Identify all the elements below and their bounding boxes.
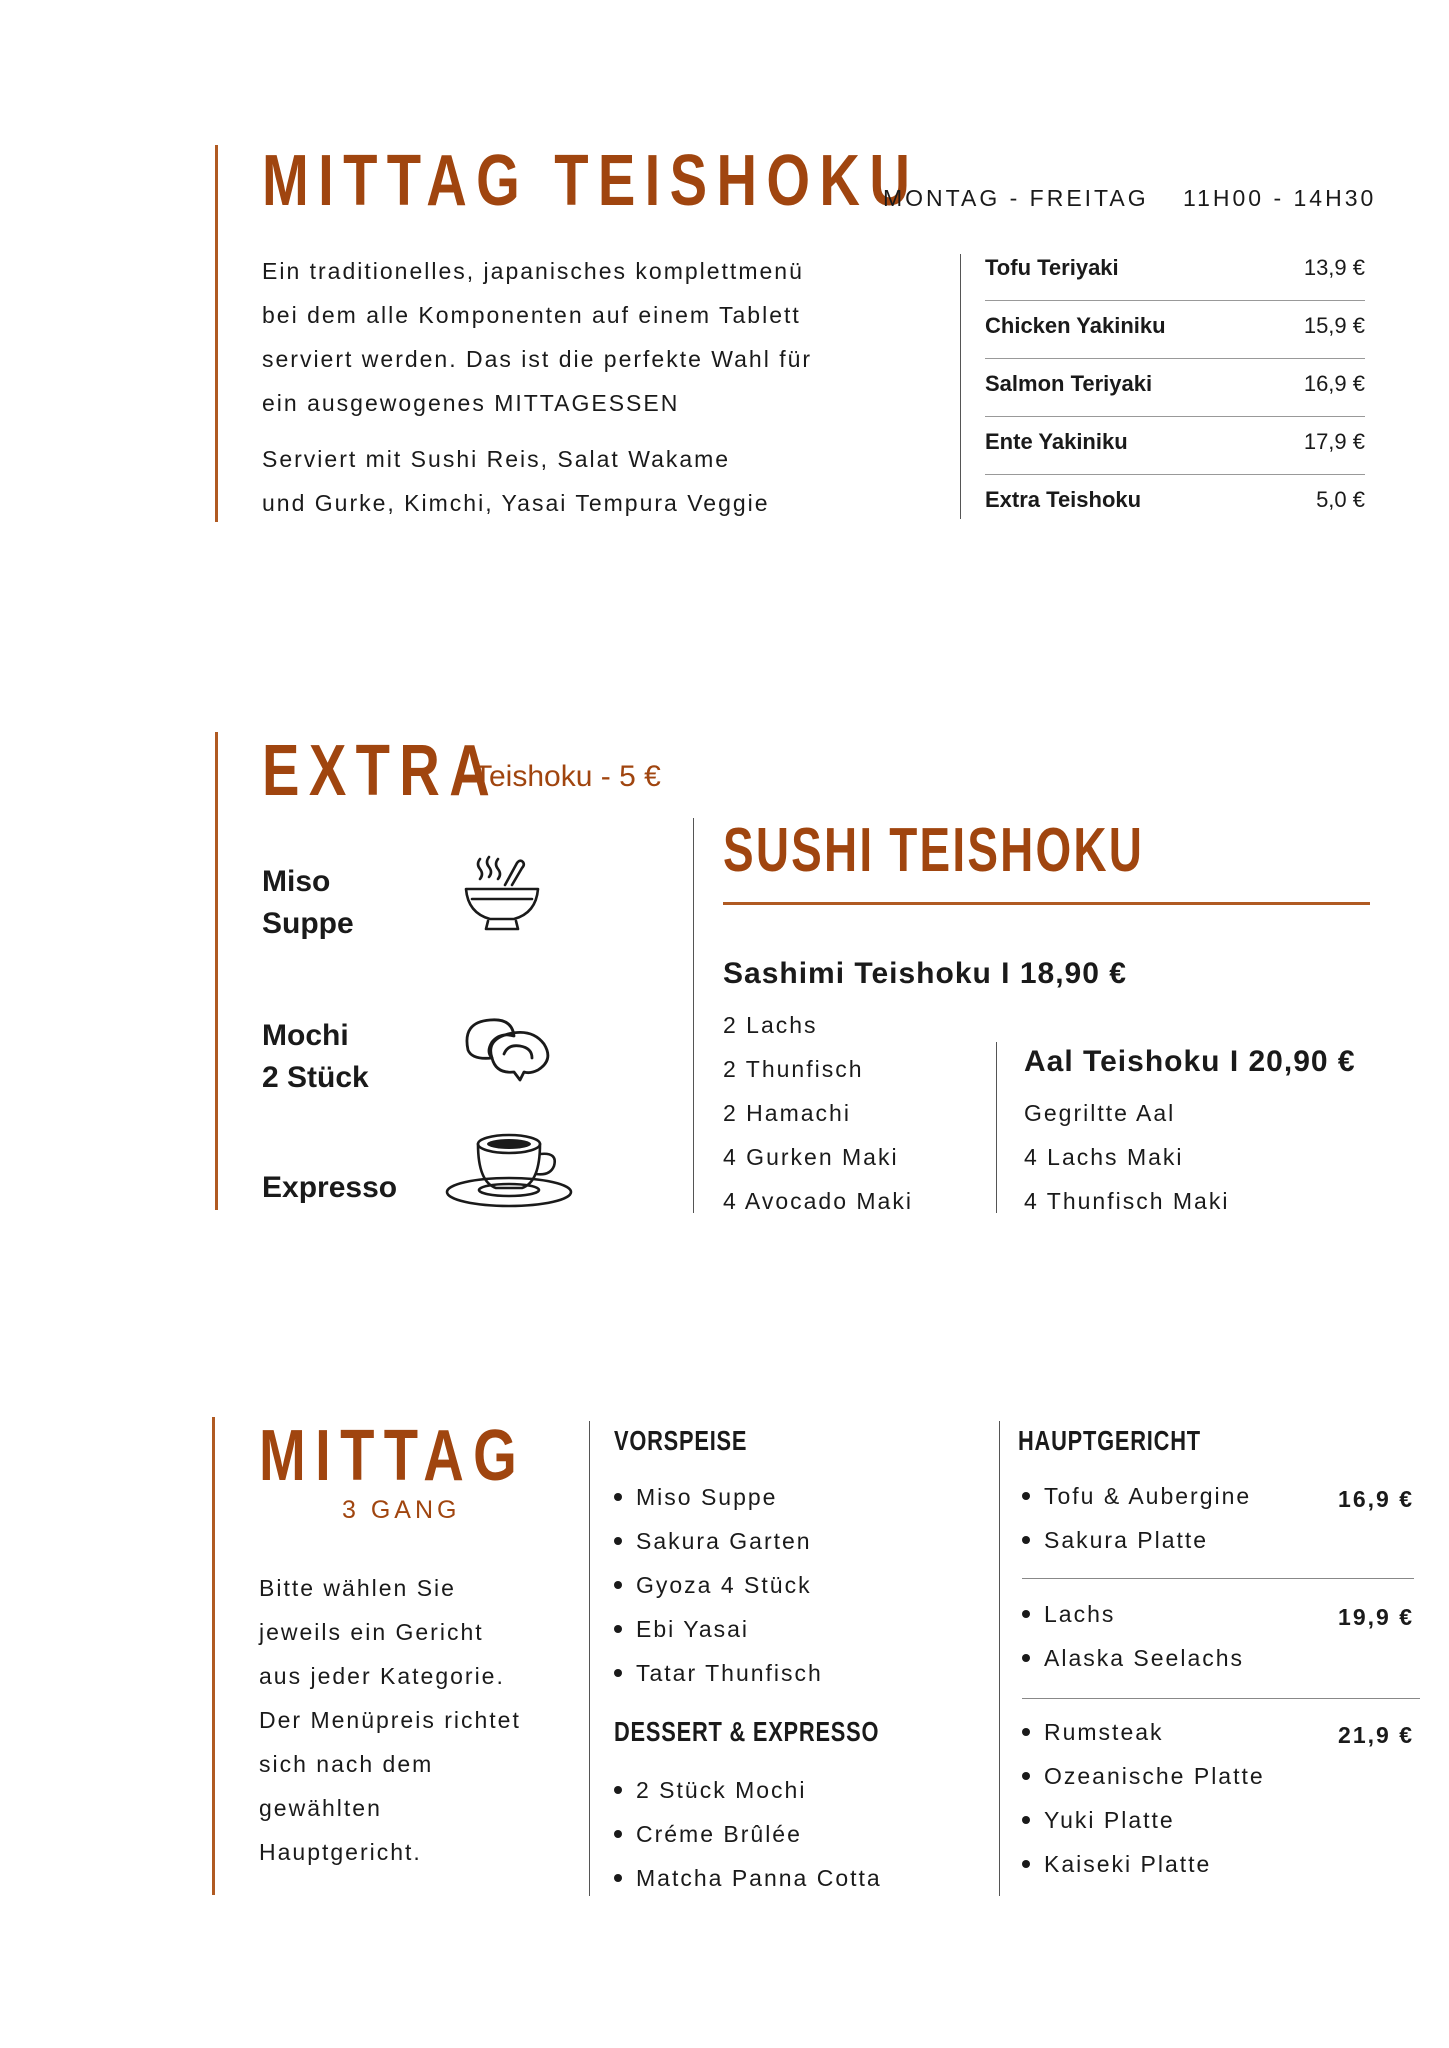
bullet-icon [614, 1830, 622, 1838]
price-row [985, 475, 1365, 533]
list-item: Kaiseki Platte [1022, 1842, 1265, 1886]
price-row [985, 243, 1365, 301]
price-row [985, 417, 1365, 475]
list-item: Lachs [1022, 1592, 1244, 1636]
haupt-group [1022, 1474, 1251, 1562]
desc-line: Hauptgericht. [259, 1839, 422, 1865]
desc-line: Ein traditionelles, japanisches komplettmenü [262, 258, 804, 284]
dish-price: 13,9 € [1303, 255, 1365, 280]
dish-name: Tofu Teriyaki [985, 255, 1119, 280]
vorspeise-list [614, 1475, 823, 1695]
dish-price: 5,0 € [1316, 487, 1365, 512]
list-item: Gyoza 4 Stück [614, 1563, 823, 1607]
coffee-cup-icon [444, 1130, 574, 1210]
list-item: Créme Brûlée [614, 1812, 882, 1856]
extra-label: Suppe [262, 907, 354, 940]
desc-line: bei dem alle Komponenten auf einem Tablett [262, 302, 801, 328]
aal-divider [996, 1042, 997, 1213]
mochi-icon [460, 1010, 555, 1085]
list-item: Tatar Thunfisch [614, 1651, 823, 1695]
list-item: Rumsteak [1022, 1710, 1265, 1754]
sushi-title-underline [723, 902, 1370, 905]
bullet-icon [614, 1581, 622, 1589]
extra-mochi [262, 1015, 369, 1099]
section2-divider [693, 818, 694, 1213]
haupt-group [1022, 1710, 1265, 1886]
group-separator [1022, 1698, 1420, 1699]
vorspeise-title: VORSPEISE [614, 1425, 748, 1456]
group-price: 21,9 € [1338, 1722, 1414, 1748]
list-item: Ebi Yasai [614, 1607, 823, 1651]
list-item: Tofu & Aubergine [1022, 1474, 1251, 1518]
list-item: Gegriltte Aal [1024, 1100, 1176, 1126]
list-item: 4 Gurken Maki [723, 1144, 899, 1170]
bullet-icon [1022, 1816, 1030, 1824]
dish-name: Chicken Yakiniku [985, 313, 1166, 338]
extra-label: Expresso [262, 1171, 398, 1204]
list-item: 2 Lachs [723, 1012, 818, 1038]
dish-name: Extra Teishoku [985, 487, 1142, 512]
vorspeise-divider [589, 1421, 590, 1896]
extra-subtitle: Teishoku - 5 € [474, 760, 661, 793]
soup-bowl-icon [462, 855, 542, 945]
section1-accent-line [215, 145, 218, 522]
haupt-group [1022, 1592, 1244, 1680]
mittag-subtitle: 3 GANG [342, 1496, 461, 1524]
list-item: Yuki Platte [1022, 1798, 1265, 1842]
bullet-icon [614, 1537, 622, 1545]
section1-served-with [262, 437, 770, 525]
bullet-icon [614, 1874, 622, 1882]
dish-name: Ente Yakiniku [985, 429, 1128, 454]
section1-days: MONTAG - FREITAG [883, 185, 1149, 211]
mittag-description [259, 1566, 521, 1874]
list-item: 2 Hamachi [723, 1100, 851, 1126]
list-item: Miso Suppe [614, 1475, 823, 1519]
aal-list [1024, 1091, 1229, 1223]
price-row [985, 359, 1365, 417]
price-row [985, 301, 1365, 359]
bullet-icon [1022, 1860, 1030, 1868]
section3-accent-line [212, 1417, 215, 1895]
extra-label: Miso [262, 865, 331, 898]
bullet-icon [614, 1669, 622, 1677]
extra-label: 2 Stück [262, 1061, 369, 1094]
sushi-teishoku-title: SUSHI TEISHOKU [723, 816, 1145, 885]
sashimi-title: Sashimi Teishoku I 18,90 € [723, 957, 1127, 990]
bullet-icon [1022, 1772, 1030, 1780]
desc-line: aus jeder Kategorie. [259, 1663, 505, 1689]
dish-price: 16,9 € [1303, 371, 1365, 396]
bullet-icon [1022, 1610, 1030, 1618]
extra-title: EXTRA [262, 731, 500, 811]
list-item: Matcha Panna Cotta [614, 1856, 882, 1900]
section1-description [262, 249, 812, 425]
hauptgericht-title: HAUPTGERICHT [1018, 1425, 1201, 1456]
group-price: 16,9 € [1338, 1486, 1414, 1512]
dish-price: 17,9 € [1303, 429, 1365, 454]
served-line: und Gurke, Kimchi, Yasai Tempura Veggie [262, 490, 770, 516]
extra-label: Mochi [262, 1019, 349, 1052]
dish-name: Salmon Teriyaki [985, 371, 1153, 396]
group-price: 19,9 € [1338, 1604, 1414, 1630]
list-item: 4 Avocado Maki [723, 1188, 913, 1214]
list-item: 4 Thunfisch Maki [1024, 1188, 1230, 1214]
list-item: Alaska Seelachs [1022, 1636, 1244, 1680]
mittag-title: MITTAG [259, 1416, 527, 1496]
dessert-title: DESSERT & EXPRESSO [614, 1716, 880, 1747]
section1-hours: 11H00 - 14H30 [1183, 185, 1377, 211]
bullet-icon [1022, 1492, 1030, 1500]
price-list-divider [960, 254, 961, 519]
bullet-icon [614, 1493, 622, 1501]
list-item: Sakura Garten [614, 1519, 823, 1563]
bullet-icon [1022, 1536, 1030, 1544]
hauptgericht-divider [999, 1421, 1000, 1896]
bullet-icon [1022, 1728, 1030, 1736]
served-line: Serviert mit Sushi Reis, Salat Wakame [262, 446, 731, 472]
list-item: 4 Lachs Maki [1024, 1144, 1184, 1170]
desc-line: ein ausgewogenes MITTAGESSEN [262, 390, 680, 416]
bullet-icon [614, 1625, 622, 1633]
bullet-icon [614, 1786, 622, 1794]
desc-line: sich nach dem [259, 1751, 434, 1777]
extra-expresso [262, 1167, 397, 1209]
desc-line: gewählten [259, 1795, 382, 1821]
aal-title: Aal Teishoku I 20,90 € [1024, 1045, 1356, 1078]
dish-price: 15,9 € [1303, 313, 1365, 338]
desc-line: jeweils ein Gericht [259, 1619, 484, 1645]
extra-miso-soup [262, 861, 354, 945]
desc-line: Der Menüpreis richtet [259, 1707, 521, 1733]
desc-line: serviert werden. Das ist die perfekte Wahl für [262, 346, 813, 372]
list-item: Sakura Platte [1022, 1518, 1251, 1562]
desc-line: Bitte wählen Sie [259, 1575, 456, 1601]
bullet-icon [1022, 1654, 1030, 1662]
list-item: Ozeanische Platte [1022, 1754, 1265, 1798]
list-item: 2 Thunfisch [723, 1056, 864, 1082]
dessert-list [614, 1768, 882, 1900]
list-item: 2 Stück Mochi [614, 1768, 882, 1812]
section2-accent-line [215, 732, 218, 1210]
group-separator [1022, 1578, 1414, 1579]
sashimi-list [723, 1003, 913, 1223]
section1-title: MITTAG TEISHOKU [262, 141, 920, 221]
